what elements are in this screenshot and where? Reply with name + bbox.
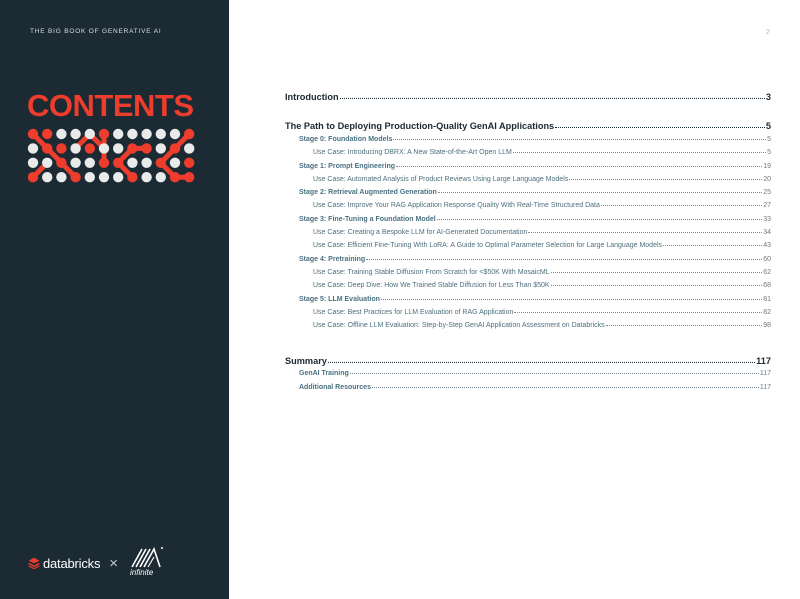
toc-entry-stage-5[interactable] <box>285 296 771 309</box>
toc-label: Stage 1: Prompt Engineering <box>299 162 396 170</box>
pattern-dot <box>42 129 52 139</box>
dot-leader <box>372 387 759 388</box>
toc-label: Stage 5: LLM Evaluation <box>299 295 380 303</box>
pattern-dot <box>113 172 123 182</box>
pattern-dot <box>42 158 52 168</box>
pattern-dot <box>42 143 52 153</box>
toc-label: Use Case: Best Practices for LLM Evaluation of RAG Application <box>313 308 514 316</box>
pattern-dot <box>42 172 52 182</box>
pattern-dot <box>113 129 123 139</box>
toc-page: 43 <box>763 242 771 250</box>
pattern-dot <box>184 158 194 168</box>
pattern-dot <box>56 158 66 168</box>
toc-label: Stage 2: Retrieval Augmented Generation <box>299 189 437 197</box>
pattern-dot <box>184 172 194 182</box>
sidebar <box>0 0 229 599</box>
pattern-dot <box>85 143 95 153</box>
dot-leader <box>551 272 763 273</box>
infinite-logo <box>128 545 166 581</box>
toc-label: Use Case: Training Stable Diffusion From Scratch for <$50K With MosaicML <box>313 268 550 276</box>
toc-page: 82 <box>763 308 771 316</box>
pattern-dot <box>141 158 151 168</box>
toc-entry-summary[interactable] <box>285 356 771 369</box>
pattern-dot <box>99 158 109 168</box>
toc-entry-use-case[interactable] <box>285 149 771 162</box>
pattern-dot <box>184 129 194 139</box>
pattern-dot <box>28 143 38 153</box>
pattern-dot <box>70 143 80 153</box>
pattern-dot <box>156 172 166 182</box>
pattern-dot <box>184 143 194 153</box>
pattern-dot <box>170 129 180 139</box>
toc-entry-stage-1[interactable] <box>285 163 771 176</box>
toc-entry-use-case[interactable] <box>285 322 771 335</box>
toc-label: Stage 3: Fine-Tuning a Foundation Model <box>299 215 436 223</box>
pattern-dot <box>28 172 38 182</box>
pattern-dot <box>99 143 109 153</box>
toc-page: 27 <box>763 202 771 210</box>
pattern-dot <box>127 172 137 182</box>
toc-page: 117 <box>759 383 771 391</box>
infinite-icon <box>128 545 166 569</box>
pattern-dot <box>113 158 123 168</box>
toc-label: Use Case: Deep Dive: How We Trained Stable Diffusion for Less Than $50K <box>313 282 550 290</box>
dot-leader <box>438 192 762 193</box>
pattern-dot <box>170 158 180 168</box>
toc-page: 117 <box>759 370 771 378</box>
pattern-dot <box>170 143 180 153</box>
toc-page: 5 <box>767 136 771 143</box>
dot-leader <box>555 127 765 128</box>
toc-label: Additional Resources <box>299 383 371 391</box>
pattern-dot <box>141 129 151 139</box>
dot-leader <box>514 312 762 313</box>
pattern-dot <box>99 129 109 139</box>
toc-page: 19 <box>763 162 771 170</box>
toc-label: Stage 4: Pretraining <box>299 255 366 263</box>
dot-leader <box>437 219 762 220</box>
toc-label: The Path to Deploying Production-Quality GenAI Applications <box>285 121 555 131</box>
toc-entry-use-case[interactable] <box>285 242 771 255</box>
toc-page: 25 <box>763 189 771 197</box>
toc-entry-use-case[interactable] <box>285 176 771 189</box>
pattern-dot <box>70 158 80 168</box>
toc-page: 117 <box>756 356 771 367</box>
toc-entry-stage-2[interactable] <box>285 189 771 202</box>
pattern-dot <box>70 172 80 182</box>
toc-entry-use-case[interactable] <box>285 309 771 322</box>
toc-label: Use Case: Automated Analysis of Product Reviews Using Large Language Models <box>313 175 569 183</box>
pattern-dot <box>141 143 151 153</box>
dot-leader <box>606 325 763 326</box>
pattern-dot <box>85 172 95 182</box>
toc-page: 33 <box>763 215 771 223</box>
toc-page: 3 <box>765 92 771 102</box>
pattern-dot <box>156 143 166 153</box>
toc-entry-additional-resources[interactable] <box>285 384 771 397</box>
toc-label: GenAI Training <box>299 370 349 378</box>
dot-leader <box>381 299 762 300</box>
infinite-wordmark: infinite <box>130 568 154 577</box>
toc-entry-stage-0[interactable] <box>285 136 771 149</box>
toc-entry-use-case[interactable] <box>285 202 771 215</box>
pattern-dot <box>156 158 166 168</box>
toc-label: Use Case: Introducing DBRX: A New State-of-the-Art Open LLM <box>313 149 512 157</box>
pattern-dot <box>28 129 38 139</box>
pattern-dot <box>99 172 109 182</box>
toc-entry-genai-training[interactable] <box>285 370 771 383</box>
dot-leader <box>551 285 763 286</box>
logo-row <box>28 545 166 581</box>
logo-separator: × <box>109 554 119 572</box>
dot-leader <box>569 179 762 180</box>
toc-label: Use Case: Offline LLM Evaluation: Step-by-Step GenAI Application Assessment on Databricks <box>313 322 605 330</box>
book-title: THE BIG BOOK OF GENERATIVE AI <box>30 28 162 35</box>
toc-page: 34 <box>763 229 771 237</box>
pattern-dot <box>113 143 123 153</box>
page-number: 2 <box>766 29 770 36</box>
pattern-dot <box>156 129 166 139</box>
pattern-dot <box>56 143 66 153</box>
pattern-dot <box>170 172 180 182</box>
toc-entry-introduction[interactable] <box>285 92 771 105</box>
toc-entry-stage-3[interactable] <box>285 216 771 229</box>
toc-page: 68 <box>763 282 771 290</box>
toc-page: 81 <box>763 295 771 303</box>
databricks-icon <box>28 557 40 569</box>
toc-page: 98 <box>763 322 771 330</box>
toc-label: Use Case: Creating a Bespoke LLM for AI-Generated Documentation <box>313 229 528 237</box>
pattern-dot <box>141 172 151 182</box>
toc-label: Stage 0: Foundation Models <box>299 136 393 143</box>
toc-label: Introduction <box>285 92 339 102</box>
pattern-dot <box>28 158 38 168</box>
dot-leader <box>601 205 762 206</box>
table-of-contents <box>285 92 771 397</box>
toc-entry-stage-4[interactable] <box>285 256 771 269</box>
toc-label: Use Case: Efficient Fine-Tuning With LoRA: A Guide to Optimal Parameter Selection for Large Language Models <box>313 242 663 250</box>
databricks-logo <box>28 556 100 571</box>
dot-leader <box>528 232 762 233</box>
toc-page: 5 <box>765 121 771 131</box>
dot-leader <box>366 259 762 260</box>
pattern-dot <box>56 129 66 139</box>
dot-pattern-graphic <box>27 128 197 186</box>
toc-entry-use-case[interactable] <box>285 229 771 242</box>
pattern-dot <box>56 172 66 182</box>
contents-heading: CONTENTS <box>27 88 194 123</box>
dot-leader <box>396 166 762 167</box>
dot-leader <box>350 373 759 374</box>
pattern-dot <box>85 129 95 139</box>
pattern-dot <box>127 129 137 139</box>
toc-entry-use-case[interactable] <box>285 282 771 295</box>
toc-entry-path[interactable] <box>285 121 771 134</box>
toc-page: 20 <box>763 175 771 183</box>
toc-page: 60 <box>763 255 771 263</box>
dot-leader <box>328 362 755 363</box>
dot-leader <box>513 152 766 153</box>
dot-leader <box>663 245 762 246</box>
dot-leader <box>393 139 766 140</box>
toc-label: Summary <box>285 356 327 367</box>
pattern-dot <box>127 143 137 153</box>
toc-entry-use-case[interactable] <box>285 269 771 282</box>
toc-label: Use Case: Improve Your RAG Application Response Quality With Real-Time Structured Data <box>313 202 600 210</box>
toc-page: 62 <box>763 268 771 276</box>
toc-page: 5 <box>767 149 771 157</box>
pattern-dot <box>70 129 80 139</box>
pattern-dot <box>85 158 95 168</box>
databricks-wordmark: databricks <box>43 555 101 571</box>
dot-leader <box>340 98 765 99</box>
pattern-dot <box>127 158 137 168</box>
